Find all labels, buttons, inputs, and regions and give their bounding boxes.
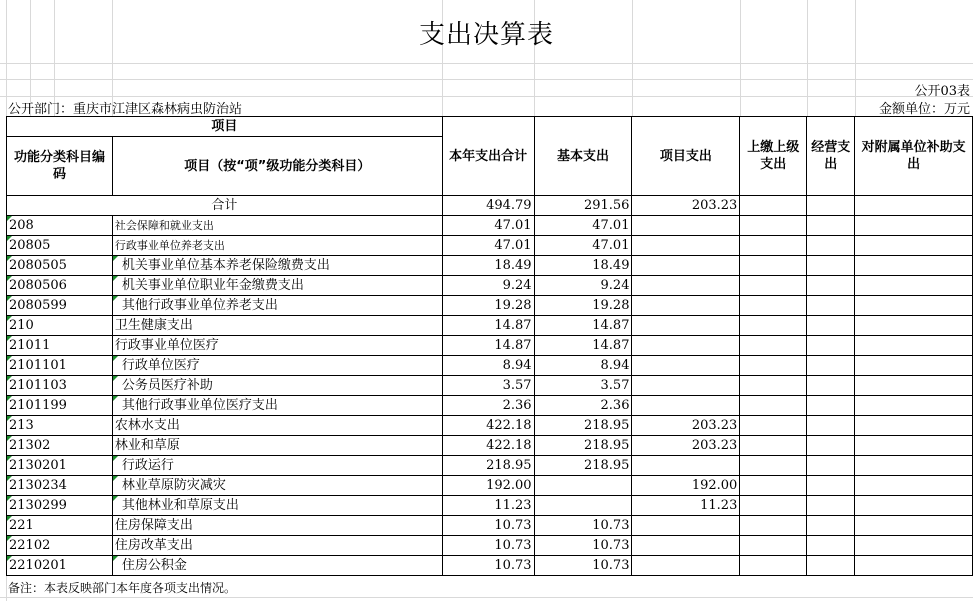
row-code [7,236,113,256]
row-cell-total: 9.24 [442,276,534,296]
row-name [112,356,442,376]
row-code [7,316,113,336]
row-cell-subsidy [855,336,973,356]
row-cell-project: 192.00 [632,476,740,496]
cell-marker-icon [113,476,118,481]
row-code-text: 2101199 [9,398,67,413]
row-cell-business [807,436,855,456]
cell-marker-icon [7,516,12,521]
row-cell-upper [740,296,807,316]
row-cell-basic: 10.73 [534,516,632,536]
table-row [7,516,973,536]
row-cell-project [632,356,740,376]
row-cell-total: 8.94 [442,356,534,376]
row-cell-total: 47.01 [442,216,534,236]
row-name-text: 其他行政事业单位养老支出 [121,298,278,313]
row-cell-business [807,376,855,396]
row-cell-project [632,516,740,536]
row-cell-basic: 3.57 [534,376,632,396]
row-cell-basic: 19.28 [534,296,632,316]
header-code: 功能分类科目编码 [7,137,113,196]
row-name-text: 其他林业和草原支出 [121,498,239,513]
table-row [7,256,973,276]
row-name [112,456,442,476]
row-cell-total: 3.57 [442,376,534,396]
row-name [112,396,442,416]
row-name [112,316,442,336]
row-cell-business [807,356,855,376]
row-cell-total: 14.87 [442,336,534,356]
row-cell-upper [740,336,807,356]
row-cell-upper [740,236,807,256]
row-name-text: 行政运行 [121,458,174,473]
row-cell-subsidy [855,236,973,256]
row-cell-project [632,556,740,576]
row-code [7,516,113,536]
row-name [112,476,442,496]
row-cell-subsidy [855,276,973,296]
row-cell-basic: 10.73 [534,536,632,556]
cell-marker-icon [113,396,118,401]
row-code-text: 22102 [9,538,51,553]
row-code-text: 208 [9,218,34,233]
row-cell-total: 47.01 [442,236,534,256]
row-cell-upper [740,416,807,436]
total-cell-total: 494.79 [442,196,534,216]
total-row [7,196,973,216]
row-name [112,496,442,516]
total-cell-business [807,196,855,216]
row-cell-total: 422.18 [442,436,534,456]
total-cell-upper [740,196,807,216]
row-code [7,556,113,576]
cell-marker-icon [7,416,12,421]
row-cell-business [807,536,855,556]
row-cell-upper [740,556,807,576]
row-code-text: 2101103 [9,378,67,393]
table-id: 公开03表 [914,84,970,99]
row-code [7,476,113,496]
cell-marker-icon [113,296,118,301]
row-cell-subsidy [855,316,973,336]
cell-marker-icon [7,496,12,501]
table-row [7,416,973,436]
total-label: 合计 [7,196,443,216]
row-name-text: 卫生健康支出 [114,318,193,333]
row-code [7,396,113,416]
row-cell-subsidy [855,216,973,236]
table-row [7,496,973,516]
header-business: 经营支出 [807,117,855,196]
row-cell-total: 422.18 [442,416,534,436]
row-code-text: 21011 [9,338,51,353]
row-code-text: 221 [9,518,34,533]
row-code-text: 2101101 [9,358,67,373]
row-cell-business [807,416,855,436]
row-name [112,556,442,576]
row-cell-basic: 18.49 [534,256,632,276]
row-name-text: 其他行政事业单位医疗支出 [121,398,278,413]
row-cell-total: 218.95 [442,456,534,476]
row-name [112,436,442,456]
row-code-text: 20805 [9,238,51,253]
row-cell-business [807,556,855,576]
cell-marker-icon [7,556,12,561]
cell-marker-icon [7,436,12,441]
table-row [7,336,973,356]
cell-marker-icon [7,296,12,301]
row-cell-business [807,216,855,236]
row-cell-basic: 14.87 [534,336,632,356]
header-subsidy: 对附属单位补助支出 [855,117,973,196]
table-row [7,316,973,336]
cell-marker-icon [113,256,118,261]
cell-marker-icon [7,216,12,221]
row-code [7,436,113,456]
row-name [112,336,442,356]
row-name-text: 机关事业单位基本养老保险缴费支出 [121,258,330,273]
header-name: 项目（按“项”级功能分类科目） [112,137,442,196]
footnote: 备注：本表反映部门本年度各项支出情况。 [8,581,237,595]
row-cell-project [632,396,740,416]
row-cell-upper [740,256,807,276]
row-cell-basic: 10.73 [534,556,632,576]
row-cell-project: 203.23 [632,436,740,456]
row-cell-upper [740,216,807,236]
row-cell-subsidy [855,396,973,416]
row-cell-business [807,396,855,416]
row-name [112,216,442,236]
row-cell-business [807,276,855,296]
row-cell-upper [740,376,807,396]
row-name [112,416,442,436]
row-code-text: 2080506 [9,278,67,293]
row-cell-business [807,316,855,336]
row-cell-basic: 218.95 [534,456,632,476]
row-cell-basic [534,476,632,496]
cell-marker-icon [7,456,12,461]
row-name-text: 林业和草原 [114,438,180,453]
row-code-text: 2210201 [9,558,67,573]
cell-marker-icon [7,316,12,321]
row-cell-upper [740,496,807,516]
table-row [7,276,973,296]
row-cell-project: 203.23 [632,416,740,436]
cell-marker-icon [113,496,118,501]
table-row [7,216,973,236]
row-name [112,536,442,556]
row-cell-upper [740,436,807,456]
row-cell-upper [740,356,807,376]
row-code-text: 2130299 [9,498,67,513]
row-code-text: 213 [9,418,34,433]
row-code-text: 210 [9,318,34,333]
row-code-text: 2080599 [9,298,67,313]
row-name-text: 住房公积金 [121,558,187,573]
row-cell-subsidy [855,376,973,396]
row-cell-subsidy [855,556,973,576]
table-row [7,296,973,316]
table-row [7,396,973,416]
cell-marker-icon [113,356,118,361]
row-code-text: 21302 [9,438,51,453]
total-cell-basic: 291.56 [534,196,632,216]
table-row [7,456,973,476]
row-name-text: 社会保障和就业支出 [114,219,214,232]
row-name-text: 林业草原防灾减灾 [121,478,226,493]
row-cell-subsidy [855,296,973,316]
table-row [7,436,973,456]
row-code [7,276,113,296]
row-cell-business [807,516,855,536]
unit-label: 金额单位：万元 [878,102,970,117]
cell-marker-icon [7,336,12,341]
row-cell-total: 19.28 [442,296,534,316]
header-total: 本年支出合计 [442,117,534,196]
cell-marker-icon [113,276,118,281]
row-code [7,356,113,376]
row-cell-basic: 218.95 [534,416,632,436]
row-cell-subsidy [855,436,973,456]
cell-marker-icon [7,476,12,481]
row-name-text: 机关事业单位职业年金缴费支出 [121,278,304,293]
row-code [7,416,113,436]
row-cell-subsidy [855,456,973,476]
row-cell-project: 11.23 [632,496,740,516]
row-cell-upper [740,396,807,416]
row-cell-upper [740,516,807,536]
row-cell-business [807,296,855,316]
row-code [7,496,113,516]
row-name [112,296,442,316]
total-cell-subsidy [855,196,973,216]
row-cell-basic: 47.01 [534,216,632,236]
row-cell-subsidy [855,256,973,276]
row-cell-basic: 8.94 [534,356,632,376]
cell-marker-icon [113,556,118,561]
cell-marker-icon [7,236,12,241]
row-cell-subsidy [855,356,973,376]
row-name [112,256,442,276]
row-cell-upper [740,456,807,476]
header-upper: 上缴上级支出 [740,117,807,196]
total-cell-project: 203.23 [632,196,740,216]
header-basic: 基本支出 [534,117,632,196]
table-row [7,376,973,396]
table-row [7,556,973,576]
row-code [7,296,113,316]
cell-marker-icon [7,276,12,281]
row-cell-basic: 47.01 [534,236,632,256]
row-cell-subsidy [855,536,973,556]
row-cell-total: 192.00 [442,476,534,496]
row-cell-basic: 9.24 [534,276,632,296]
row-cell-total: 2.36 [442,396,534,416]
row-cell-basic: 14.87 [534,316,632,336]
row-cell-business [807,256,855,276]
row-cell-subsidy [855,496,973,516]
row-cell-total: 10.73 [442,536,534,556]
row-cell-project [632,256,740,276]
header-project: 项目 [7,117,443,137]
cell-marker-icon [7,256,12,261]
row-cell-subsidy [855,516,973,536]
row-cell-project [632,336,740,356]
row-cell-business [807,456,855,476]
row-code-text: 2130201 [9,458,67,473]
row-cell-project [632,216,740,236]
row-cell-subsidy [855,416,973,436]
cell-marker-icon [7,376,12,381]
expenditure-table [6,116,973,576]
row-cell-project [632,536,740,556]
row-cell-basic: 218.95 [534,436,632,456]
row-cell-business [807,496,855,516]
department-label: 公开部门：重庆市江津区森林病虫防治站 [8,102,243,117]
row-cell-upper [740,536,807,556]
row-cell-total: 18.49 [442,256,534,276]
row-cell-project [632,316,740,336]
row-cell-basic: 2.36 [534,396,632,416]
row-name-text: 农林水支出 [114,418,180,433]
row-cell-upper [740,276,807,296]
row-cell-business [807,236,855,256]
row-cell-project [632,276,740,296]
header-project-exp: 项目支出 [632,117,740,196]
row-name-text: 行政事业单位医疗 [114,338,219,353]
row-name-text: 行政事业单位养老支出 [114,239,225,252]
row-code [7,256,113,276]
row-name-text: 住房改革支出 [114,538,193,553]
row-cell-project [632,236,740,256]
row-code-text: 2080505 [9,258,67,273]
row-name [112,376,442,396]
row-cell-business [807,476,855,496]
row-cell-basic [534,496,632,516]
cell-marker-icon [113,456,118,461]
row-cell-upper [740,316,807,336]
row-cell-subsidy [855,476,973,496]
table-row [7,356,973,376]
cell-marker-icon [7,536,12,541]
row-cell-business [807,336,855,356]
row-cell-total: 10.73 [442,556,534,576]
cell-marker-icon [113,376,118,381]
row-cell-project [632,456,740,476]
row-code-text: 2130234 [9,478,67,493]
row-code [7,376,113,396]
row-name [112,516,442,536]
row-name [112,276,442,296]
table-row [7,536,973,556]
row-name-text: 住房保障支出 [114,518,193,533]
row-cell-upper [740,476,807,496]
row-name [112,236,442,256]
row-code [7,536,113,556]
row-code [7,456,113,476]
row-cell-total: 10.73 [442,516,534,536]
cell-marker-icon [7,356,12,361]
row-cell-project [632,296,740,316]
page-title: 支出决算表 [418,20,554,50]
row-code [7,216,113,236]
table-row [7,236,973,256]
row-code [7,336,113,356]
row-name-text: 公务员医疗补助 [121,378,213,393]
row-cell-total: 14.87 [442,316,534,336]
row-name-text: 行政单位医疗 [121,358,200,373]
row-cell-project [632,376,740,396]
cell-marker-icon [7,396,12,401]
row-cell-total: 11.23 [442,496,534,516]
table-row [7,476,973,496]
